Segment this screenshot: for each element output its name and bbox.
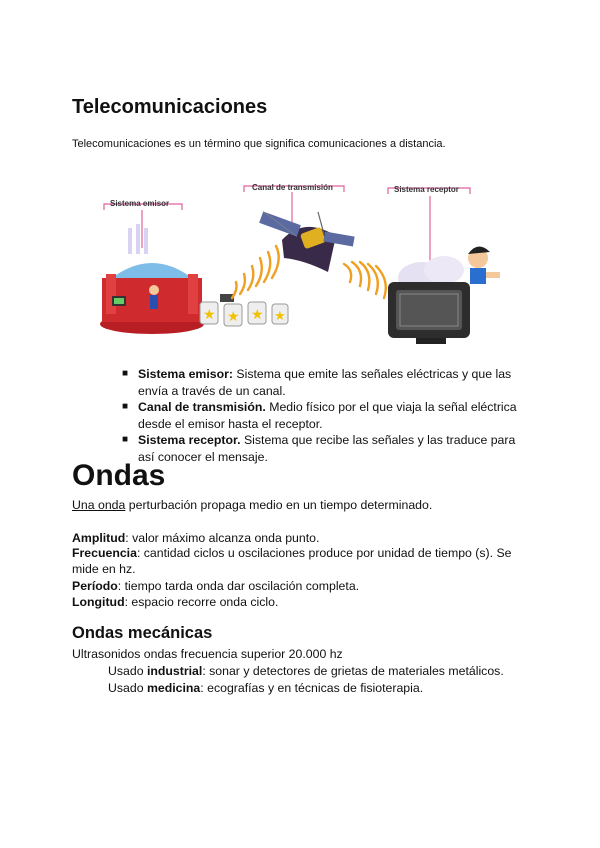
definition-term: Sistema receptor.	[138, 433, 241, 447]
definition-term: Canal de transmisión.	[138, 400, 266, 414]
section-title-ondas-mecanicas: Ondas mecánicas	[72, 624, 213, 642]
list-item	[118, 399, 518, 432]
section-title-ondas: Ondas	[72, 459, 166, 492]
una-onda-link[interactable]: Una onda	[72, 498, 126, 512]
definition-term: Sistema emisor:	[138, 367, 234, 381]
use-industrial: Usado industrial: sonar y detectores de grietas de materiales metálicos.	[108, 664, 504, 678]
list-item	[118, 432, 518, 465]
label-sistema-receptor: Sistema receptor	[394, 185, 459, 194]
prop-longitud: Longitud: espacio recorre onda ciclo.	[72, 595, 279, 609]
label-canal-transmision: Canal de transmisión	[252, 183, 333, 192]
label-sistema-emisor: Sistema emisor	[110, 199, 170, 208]
prop-frecuencia: Frecuencia: cantidad ciclos u oscilaciones produce por unidad de tiempo (s). Se mide en hz.	[72, 546, 512, 576]
telecom-diagram	[92, 178, 512, 358]
svg-text:★: ★	[227, 308, 240, 324]
prop-periodo: Período: tiempo tarda onda dar oscilación completa.	[72, 579, 360, 593]
svg-text:★: ★	[274, 308, 286, 323]
svg-text:★: ★	[251, 306, 264, 322]
use-medicina: Usado medicina: ecografías y en técnicas de fisioterapia.	[108, 681, 424, 695]
square-bullet-icon: ■	[122, 401, 129, 412]
ultrasonidos-line: Ultrasonidos ondas frecuencia superior 20.000 hz	[72, 647, 343, 661]
square-bullet-icon: ■	[122, 368, 129, 379]
intro-paragraph: Telecomunicaciones es un término que significa comunicaciones a distancia.	[72, 138, 446, 150]
list-item	[118, 366, 518, 399]
prop-amplitud: Amplitud: valor máximo alcanza onda punto.	[72, 531, 320, 545]
definition-text: Medio físico por el que viaja la señal eléctrica desde el emisor hasta el receptor.	[138, 400, 517, 431]
satellite-illustration	[259, 212, 354, 272]
definitions-list	[118, 366, 518, 465]
svg-text:★: ★	[203, 306, 216, 322]
square-bullet-icon: ■	[122, 434, 129, 445]
definition-text: Sistema que emite las señales eléctricas y que las envía a través de un canal.	[138, 367, 512, 398]
section-title-telecomunicaciones: Telecomunicaciones	[72, 96, 268, 118]
ondas-intro: Una onda perturbación propaga medio en un tiempo determinado.	[72, 498, 433, 512]
definition-text: Sistema que recibe las señales y las traduce para así conocer el mensaje.	[138, 433, 516, 464]
receiver-tv-illustration	[388, 246, 500, 344]
